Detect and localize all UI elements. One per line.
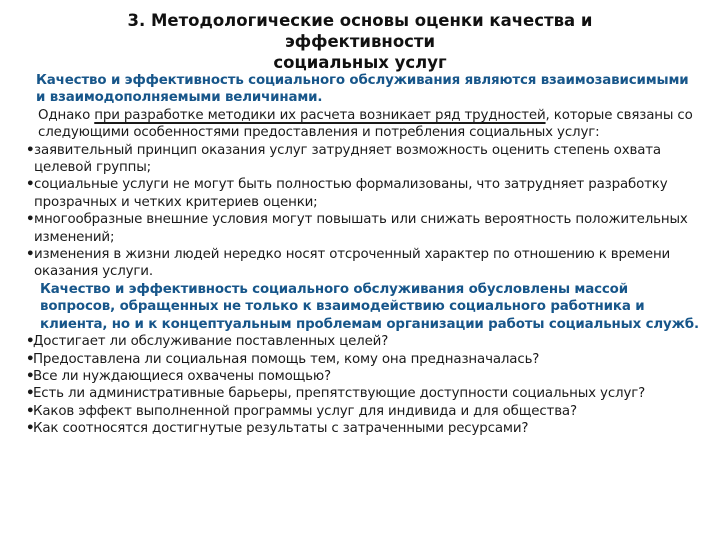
question-text: Каков эффект выполненной программы услуг для индивида и для общества? [33,403,577,419]
difficulties-intro [26,107,701,142]
difficulty-text: социальные услуги не могут быть полностью формализованы, что затрудняет разработку прозрачных и четких критериев оценки; [34,177,668,210]
title-line-1: 3. Методологические основы оценки качества и эффективности [127,11,593,51]
bullet: • [26,142,35,158]
difficulty-item [26,211,701,246]
title-line-2: социальных услуг [273,53,447,72]
bullet: • [26,334,35,350]
difficulty-text: изменения в жизни людей нередко носят отсроченный характер по отношению к времени оказания услуги. [34,247,671,280]
question-text: Достигает ли обслуживание поставленных целей? [33,334,389,350]
difficulty-item [26,246,701,281]
bullet: • [26,212,35,228]
bullet: • [26,386,35,402]
question-text: Как соотносятся достигнутые результаты с затраченными ресурсами? [33,421,529,437]
bullet: • [26,421,35,437]
difficulty-item [26,142,701,177]
question-text: Есть ли административные барьеры, препятствующие доступности социальных услуг? [33,386,646,402]
question-item [26,403,701,420]
question-item [26,351,701,368]
question-text: Предоставлена ли социальная помощь тем, кому она предназначалась? [33,351,540,367]
bullet: • [26,177,35,193]
conclusion-paragraph: Качество и эффективность социального обслуживания обусловлены массой вопросов, обращенных не только к взаимодействию социального работника и клиента, но и к концептуальным проблемам организации работы социальных служб. [40,281,699,332]
bullet: • [26,403,35,419]
question-item [26,385,701,402]
difficulty-text: заявительный принцип оказания услуг затрудняет возможность оценить степень охвата целевой группы; [34,142,661,176]
slide-title [60,10,660,73]
difficulty-text: многообразные внешние условия могут повышать или снижать вероятность положительных изменений; [34,212,688,245]
bullet: • [26,368,35,384]
question-text: Все ли нуждающиеся охвачены помощью? [33,368,331,384]
difficulties-intro-underlined: при разработке методики их расчета возникает ряд трудностей [94,107,546,123]
difficulty-item [26,176,701,211]
question-item [26,420,701,437]
difficulties-intro-start: Однако [38,107,95,123]
intro-paragraph: Качество и эффективность социального обслуживания являются взаимозависимыми и взаимодополняемыми величинами. [36,73,689,106]
slide-body [26,72,701,438]
difficulties-intro-end: , которые связаны со следующими особенностями предоставления и потребления социальных услуг: [38,107,693,141]
bullet: • [26,247,35,263]
bullet: • [26,351,35,367]
question-item [26,333,701,350]
question-item [26,368,701,385]
